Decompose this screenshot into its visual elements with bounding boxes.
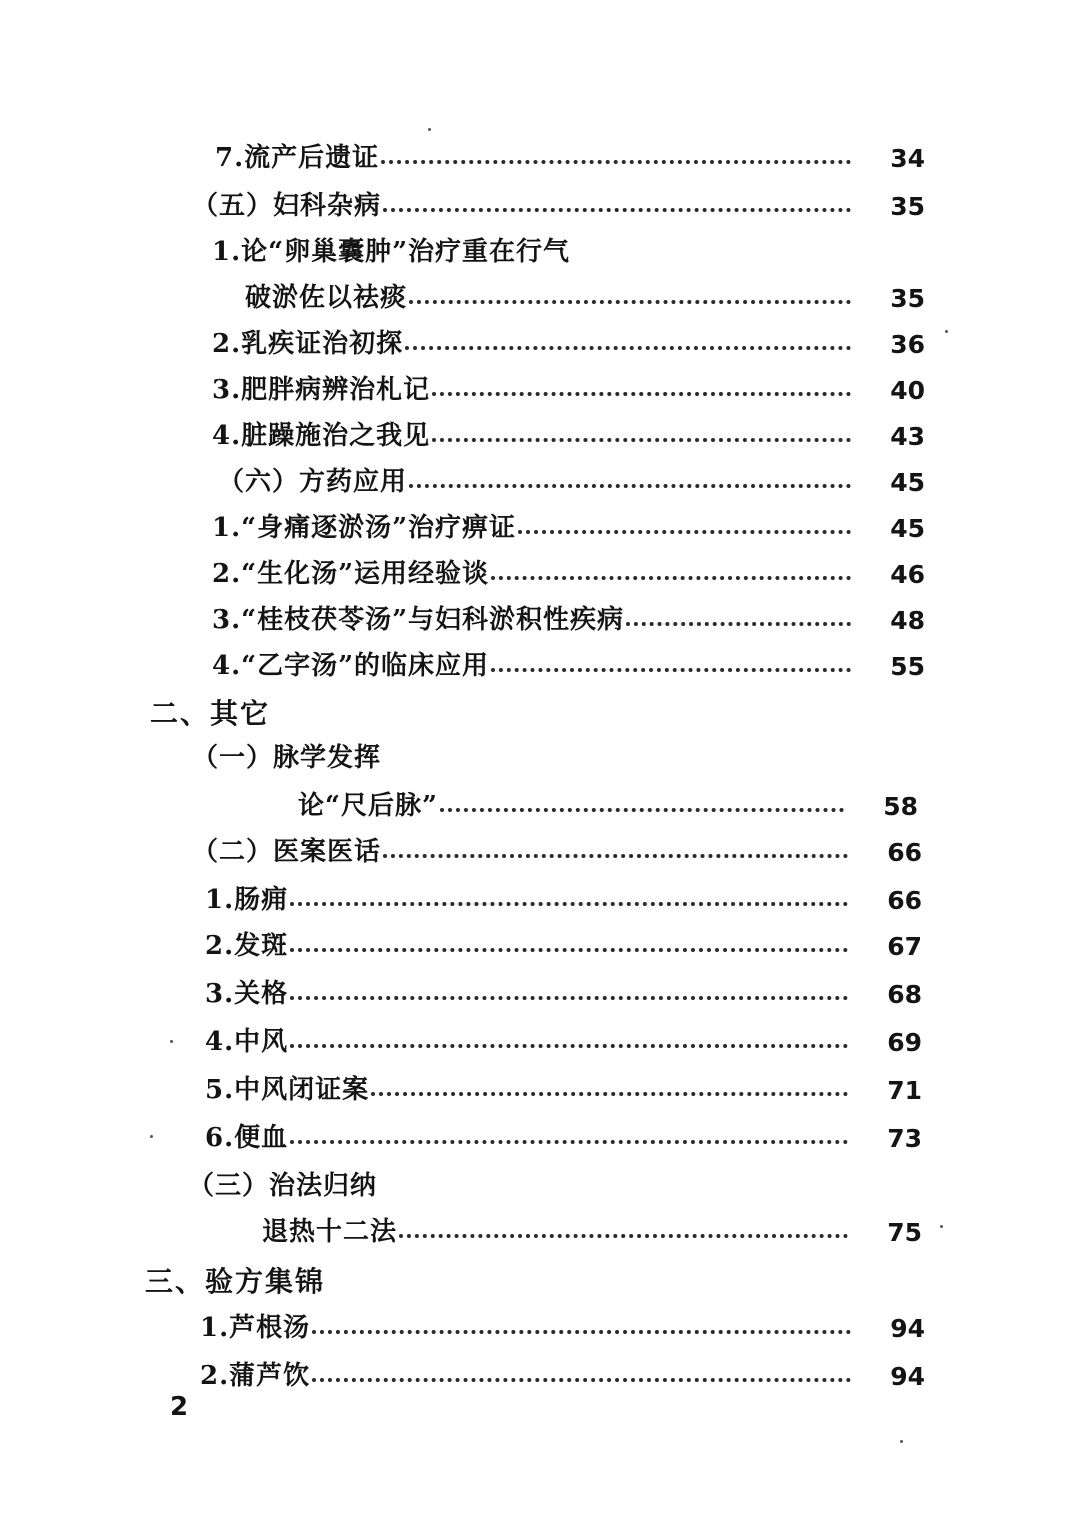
toc-entry: [205, 974, 922, 1014]
dot-leader: [491, 668, 851, 672]
toc-entry-page: 75: [887, 1217, 922, 1247]
dot-leader: [381, 160, 851, 164]
toc-entry-page: 94: [890, 1313, 925, 1343]
toc-entry: [205, 1022, 922, 1062]
toc-entry: [192, 186, 925, 226]
page-number: 2: [170, 1392, 189, 1422]
toc-entry-page: 35: [890, 283, 925, 313]
toc-entry-title: 破淤佐以祛痰: [245, 283, 408, 313]
dot-leader: [518, 530, 851, 534]
toc-entry: [212, 554, 925, 594]
toc-entry-title: 2.“生化汤”运用经验谈: [212, 559, 490, 589]
toc-entry: [262, 1212, 922, 1252]
dot-leader: [409, 300, 851, 304]
scan-speck: [170, 1040, 173, 1043]
toc-entry-title: 3.“桂枝茯苓汤”与妇科淤积性疾病: [212, 605, 625, 635]
dot-leader: [626, 622, 851, 626]
toc-entry: [212, 508, 925, 548]
scan-speck: [150, 1135, 153, 1138]
toc-entry-title: 1.芦根汤: [200, 1313, 311, 1343]
scan-speck: [428, 128, 431, 131]
toc-entry-page: 66: [887, 837, 922, 867]
toc-entry-title: 1.肠痈: [205, 885, 289, 915]
toc-entry: [212, 646, 925, 686]
toc-entry-title: 1.论“卵巢囊肿”治疗重在行气: [212, 237, 571, 267]
toc-entry-title: （一）脉学发挥: [192, 743, 382, 773]
toc-entry: [215, 138, 925, 178]
toc-entry-page: 46: [890, 559, 925, 589]
toc-entry-title: （五）妇科杂病: [192, 191, 382, 221]
toc-entry-page: 94: [890, 1361, 925, 1391]
toc-entry-page: 58: [883, 791, 918, 821]
toc-entry: [218, 462, 925, 502]
toc-entry-title: 3.关格: [205, 979, 289, 1009]
toc-entry-page: 73: [887, 1123, 922, 1153]
dot-leader: [399, 1234, 848, 1238]
toc-entry-page: 40: [890, 375, 925, 405]
toc-entry-page: 34: [890, 143, 925, 173]
dot-leader: [290, 902, 848, 906]
toc-entry-title: 3.肥胖病辨治札记: [212, 375, 431, 405]
toc-entry: [205, 1118, 922, 1158]
toc-entry-page: 48: [890, 605, 925, 635]
section-heading: [150, 692, 270, 732]
toc-entry: [245, 278, 925, 318]
toc-entry: [200, 1356, 925, 1396]
toc-entry-page: 45: [890, 513, 925, 543]
dot-leader: [290, 1044, 848, 1048]
toc-entry-title: （三）治法归纳: [188, 1171, 378, 1201]
toc-entry-title: 论“尺后脉”: [298, 791, 438, 821]
toc-entry-page: 43: [890, 421, 925, 451]
scan-speck: [945, 330, 948, 333]
toc-entry: [212, 324, 925, 364]
dot-leader: [290, 996, 848, 1000]
toc-entry: [192, 832, 922, 872]
toc-entry: [212, 416, 925, 456]
toc-entry-page: 66: [887, 885, 922, 915]
toc-entry-title: （六）方药应用: [218, 467, 408, 497]
dot-leader: [290, 948, 848, 952]
toc-entry-page: 35: [890, 191, 925, 221]
toc-entry: [205, 1070, 922, 1110]
toc-entry-page: 67: [887, 931, 922, 961]
toc-entry-page: 68: [887, 979, 922, 1009]
toc-entry-title: 4.中风: [205, 1027, 289, 1057]
toc-entry: [212, 232, 925, 272]
toc-entry: [200, 1308, 925, 1348]
toc-entry-title: 4.“乙字汤”的临床应用: [212, 651, 490, 681]
dot-leader: [405, 346, 851, 350]
dot-leader: [312, 1330, 851, 1334]
toc-entry-title: 4.脏躁施治之我见: [212, 421, 431, 451]
toc-entry: [205, 880, 922, 920]
toc-entry: [188, 1166, 922, 1206]
section-heading-title: 二、其它: [150, 697, 271, 730]
toc-entry-page: 55: [890, 651, 925, 681]
dot-leader: [290, 1140, 848, 1144]
toc-entry-title: 退热十二法: [262, 1217, 398, 1247]
section-heading: [145, 1260, 325, 1300]
dot-leader: [371, 1092, 848, 1096]
toc-entry-page: 36: [890, 329, 925, 359]
toc-entry-page: 71: [887, 1075, 922, 1105]
dot-leader: [432, 438, 851, 442]
toc-entry-title: 2.蒲芦饮: [200, 1361, 311, 1391]
toc-entry: [212, 600, 925, 640]
dot-leader: [440, 808, 844, 812]
toc-entry: [192, 738, 925, 778]
toc-entry-title: （二）医案医话: [192, 837, 382, 867]
toc-entry-page: 45: [890, 467, 925, 497]
dot-leader: [432, 392, 851, 396]
scan-speck: [940, 1225, 943, 1228]
toc-entry: [298, 786, 918, 826]
section-heading-title: 三、验方集锦: [145, 1265, 326, 1298]
toc-entry-title: 2.乳疾证治初探: [212, 329, 404, 359]
toc-entry: [212, 370, 925, 410]
dot-leader: [409, 484, 851, 488]
toc-entry-title: 6.便血: [205, 1123, 289, 1153]
toc-entry: [205, 926, 922, 966]
dot-leader: [383, 208, 851, 212]
toc-entry-title: 1.“身痛逐淤汤”治疗痹证: [212, 513, 517, 543]
toc-entry-page: 69: [887, 1027, 922, 1057]
dot-leader: [491, 576, 851, 580]
toc-entry-title: 7.流产后遗证: [215, 143, 380, 173]
toc-entry-title: 5.中风闭证案: [205, 1075, 370, 1105]
scan-speck: [900, 1440, 903, 1443]
dot-leader: [312, 1378, 851, 1382]
toc-entry-title: 2.发斑: [205, 931, 289, 961]
dot-leader: [383, 854, 848, 858]
